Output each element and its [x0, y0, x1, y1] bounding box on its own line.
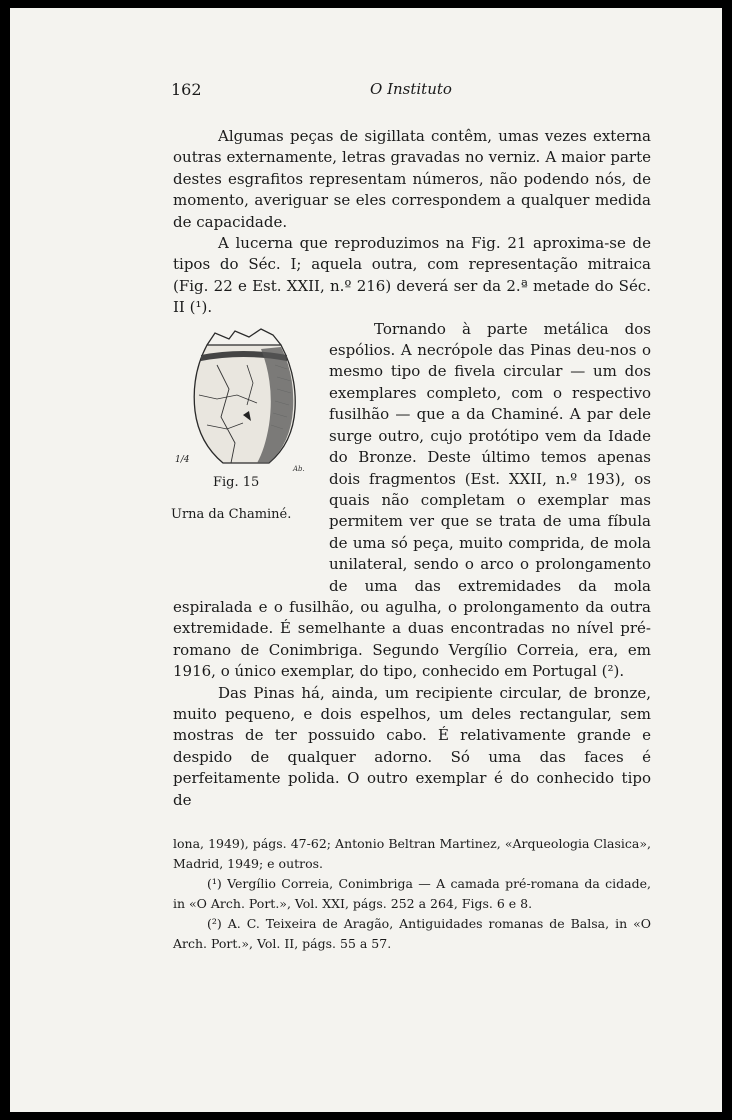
illustrator-mark: Ab. — [293, 464, 305, 473]
urn-illustration — [177, 325, 307, 473]
page-header — [10, 80, 722, 102]
paragraph-sigillata: Algumas peças de sigillata contêm, umas vezes externa outras externamente, letras gravadas no verniz. A maior parte destes esgrafitos representam números, não podendo nós, de momento, averiguar se eles correspondem a qualquer medida de capacidade. — [173, 127, 651, 231]
running-title: O Instituto — [370, 80, 452, 98]
figure-caption: Urna da Chaminé. — [171, 506, 292, 522]
body-text — [173, 126, 651, 811]
figure-scale: 1/4 — [175, 454, 190, 465]
figure-label: Fig. 15 — [213, 474, 260, 490]
paragraph-lucerna: A lucerna que reproduzimos na Fig. 21 aproxima-se de tipos do Séc. I; aquela outra, com representação mitraica (Fig. 22 e Est. XXII, n.º 216) deverá ser da 2.ª metade do Séc. II (¹). — [173, 234, 651, 317]
book-page — [10, 8, 722, 1112]
footnotes — [173, 834, 651, 954]
paragraph-metal: Tornando à parte metálica dos espólios. A necrópole das Pinas deu-nos o mesmo tipo de fivela circular — um dos exemplares completo, com o respectivo fusilhão — que a da Chaminé. A par dele surge outro, cujo protótipo vem da Idade do Bronze. Deste último temos apenas dois fragmentos (Est. XXII, n.º 193), os quais não completam o exemplar mas permitem ver que se trata de uma fíbula de uma só peça, muito comprida, de mola unilateral, sendo o arco o prolongamento de uma das extremidades da mola espiralada e o fusilhão, ou agulha, o prolongamento da outra extremidade. É semelhante a duas encontradas no nível pré-romano de Conimbriga. Segundo Vergílio Correia, era, em 1916, o único exemplar, do tipo, conhecido em Portugal (²). — [173, 319, 651, 681]
figure-urn — [171, 325, 321, 585]
paragraph-pinas: Das Pinas há, ainda, um recipiente circular, de bronze, muito pequeno, e dois espelhos, um deles rectangular, sem mostras de ter possuido cabo. É relativamente grande e despido de qualquer adorno. Só uma das faces é perfeitamente polida. O outro exemplar é do conhecido tipo de — [173, 683, 651, 809]
footnote-1: (¹) Vergílio Correia, Conimbriga — A camada pré-romana da cidade, in «O Arch. Port.», Vol. XXI, págs. 252 a 264, Figs. 6 e 8. — [173, 876, 651, 911]
footnote-continued: lona, 1949), págs. 47-62; Antonio Beltran Martinez, «Arqueologia Clasica», Madrid, 1949; e outros. — [173, 836, 651, 871]
footnote-2: (²) A. C. Teixeira de Aragão, Antiguidades romanas de Balsa, in «O Arch. Port.», Vol. II, págs. 55 a 57. — [173, 916, 651, 951]
page-number: 162 — [171, 80, 202, 99]
